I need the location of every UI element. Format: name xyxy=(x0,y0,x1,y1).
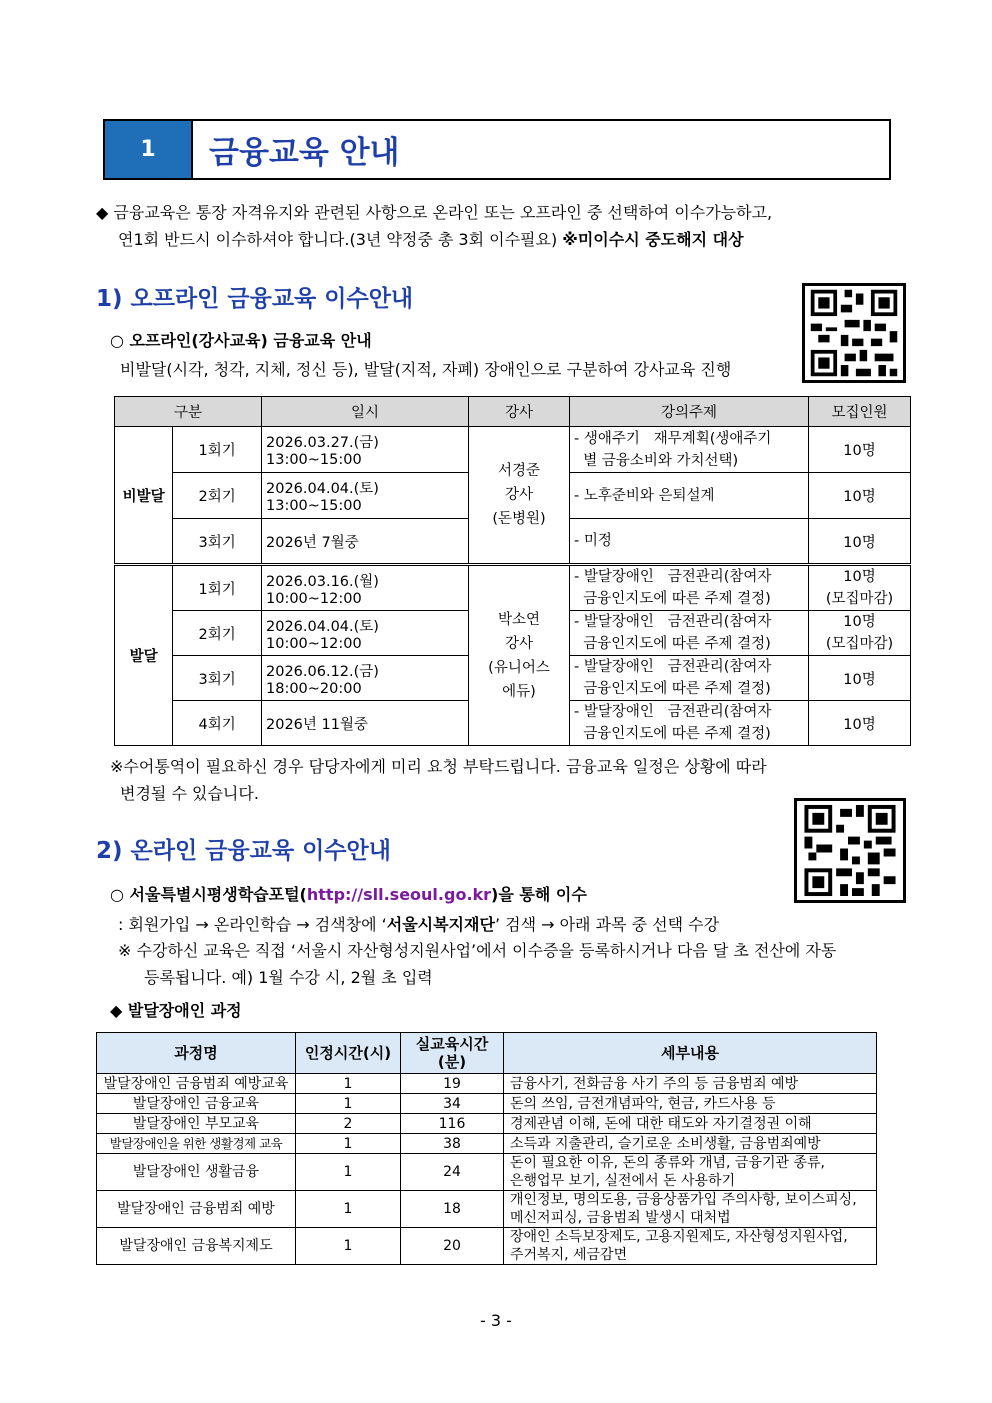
session: 2회기 xyxy=(173,611,262,656)
table-row xyxy=(97,1154,877,1191)
course-minutes: 24 xyxy=(401,1154,504,1191)
topic: - 발달장애인 금전관리(참여자 금융인지도에 따른 주제 결정) xyxy=(570,701,809,746)
online-subtitle-text: ○ 서울특별시평생학습포털( xyxy=(110,885,307,904)
table-row xyxy=(97,1228,877,1265)
session: 2회기 xyxy=(173,473,262,519)
course-hours: 1 xyxy=(296,1094,401,1114)
course-minutes: 18 xyxy=(401,1191,504,1228)
course-hours: 1 xyxy=(296,1154,401,1191)
course-title: ◆ 발달장애인 과정 xyxy=(110,1001,242,1020)
portal-link[interactable]: http://sll.seoul.go.kr xyxy=(306,885,492,904)
qr-icon xyxy=(805,286,903,380)
course-hours: 1 xyxy=(296,1191,401,1228)
course-name: 발달장애인 금융교육 xyxy=(97,1094,296,1114)
course-hours: 2 xyxy=(296,1114,401,1134)
col-category: 구분 xyxy=(115,397,262,427)
intro xyxy=(96,199,896,253)
offline-note-line-2: 변경될 수 있습니다. xyxy=(120,784,259,803)
session: 3회기 xyxy=(173,656,262,701)
capacity: 10명 xyxy=(809,427,911,473)
datetime: 2026.04.04.(토) 13:00~15:00 xyxy=(262,473,469,519)
search-keyword: 서울시복지재단 xyxy=(386,915,495,934)
course-detail: 돈이 필요한 이유, 돈의 종류와 개념, 금융기관 종류, 은행업무 보기, 실전에서 돈 사용하기 xyxy=(504,1154,877,1191)
course-minutes: 38 xyxy=(401,1134,504,1154)
col-hours: 인정시간(시) xyxy=(296,1033,401,1074)
online-course-table xyxy=(96,1032,877,1265)
course-hours: 1 xyxy=(296,1074,401,1094)
page-title: 금융교육 안내 xyxy=(209,135,400,171)
offline-note xyxy=(110,753,767,807)
table-row xyxy=(97,1114,877,1134)
session: 4회기 xyxy=(173,701,262,746)
qr-code-online[interactable] xyxy=(794,798,906,903)
topic: - 미정 xyxy=(570,519,809,565)
steps-text: : 회원가입 → 온라인학습 → 검색창에 ‘ xyxy=(118,915,387,934)
course-hours: 1 xyxy=(296,1134,401,1154)
course-name: 발달장애인 부모교육 xyxy=(97,1114,296,1134)
capacity: 10명 (모집마감) xyxy=(809,565,911,611)
table-row xyxy=(115,427,911,473)
datetime: 2026.03.27.(금) 13:00~15:00 xyxy=(262,427,469,473)
course-name: 발달장애인을 위한 생활경제 교육 xyxy=(97,1134,296,1154)
online-section-title: 2) 온라인 금융교육 이수안내 xyxy=(96,838,391,864)
session: 1회기 xyxy=(173,565,262,611)
course-name: 발달장애인 생활금융 xyxy=(97,1154,296,1191)
qr-icon xyxy=(797,801,903,900)
online-note xyxy=(118,937,836,991)
topic: - 노후준비와 은퇴설계 xyxy=(570,473,809,519)
instructor: 서경준 강사 (돈병원) xyxy=(469,427,570,565)
datetime: 2026.03.16.(월) 10:00~12:00 xyxy=(262,565,469,611)
online-steps xyxy=(118,912,719,935)
course-detail: 소득과 지출관리, 슬기로운 소비생활, 금융범죄예방 xyxy=(504,1134,877,1154)
offline-section-title: 1) 오프라인 금융교육 이수안내 xyxy=(96,286,414,312)
course-minutes: 20 xyxy=(401,1228,504,1265)
capacity: 10명 xyxy=(809,473,911,519)
course-detail: 금융사기, 전화금융 사기 주의 등 금융범죄 예방 xyxy=(504,1074,877,1094)
course-name: 발달장애인 금융복지제도 xyxy=(97,1228,296,1265)
course-detail: 경제관념 이해, 돈에 대한 태도와 자기결정권 이해 xyxy=(504,1114,877,1134)
group-name: 비발달 xyxy=(115,427,173,565)
table-row xyxy=(97,1134,877,1154)
offline-schedule-table xyxy=(114,396,911,746)
datetime: 2026.04.04.(토) 10:00~12:00 xyxy=(262,611,469,656)
intro-line-1: 금융교육은 통장 자격유지와 관련된 사항으로 온라인 또는 오프라인 중 선택하여 이수가능하고, xyxy=(113,203,773,222)
datetime: 2026년 7월중 xyxy=(262,519,469,565)
bullet-icon: ◆ xyxy=(96,203,109,222)
datetime: 2026년 11월중 xyxy=(262,701,469,746)
session: 3회기 xyxy=(173,519,262,565)
intro-line-2: 연1회 반드시 이수하셔야 합니다.(3년 약정중 총 3회 이수필요) xyxy=(118,230,563,249)
course-detail: 돈의 쓰임, 금전개념파악, 현금, 카드사용 등 xyxy=(504,1094,877,1114)
capacity: 10명 xyxy=(809,656,911,701)
course-name: 발달장애인 금융범죄 예방 xyxy=(97,1191,296,1228)
capacity: 10명 xyxy=(809,519,911,565)
capacity: 10명 (모집마감) xyxy=(809,611,911,656)
section-header xyxy=(103,119,891,180)
datetime: 2026.06.12.(금) 18:00~20:00 xyxy=(262,656,469,701)
online-note-line-1: ※ 수강하신 교육은 직접 ‘서울시 자산형성지원사업’에서 이수증을 등록하시거나 다음 달 초 전산에 자동 xyxy=(118,941,837,960)
offline-subtitle: ○ 오프라인(강사교육) 금융교육 안내 xyxy=(110,331,372,350)
table-row xyxy=(97,1094,877,1114)
col-datetime: 일시 xyxy=(262,397,469,427)
topic: - 발달장애인 금전관리(참여자 금융인지도에 따른 주제 결정) xyxy=(570,565,809,611)
course-minutes: 116 xyxy=(401,1114,504,1134)
topic: - 발달장애인 금전관리(참여자 금융인지도에 따른 주제 결정) xyxy=(570,656,809,701)
topic: - 발달장애인 금전관리(참여자 금융인지도에 따른 주제 결정) xyxy=(570,611,809,656)
capacity: 10명 xyxy=(809,701,911,746)
course-name: 발달장애인 금융범죄 예방교육 xyxy=(97,1074,296,1094)
section-number: 1 xyxy=(105,121,193,178)
steps-text-2: ’ 검색 → 아래 과목 중 선택 수강 xyxy=(494,915,720,934)
course-hours: 1 xyxy=(296,1228,401,1265)
intro-warning: ※미이수시 중도해지 대상 xyxy=(562,230,744,249)
offline-note-line-1: ※수어통역이 필요하신 경우 담당자에게 미리 요청 부탁드립니다. 금융교육 일정은 상황에 따라 xyxy=(110,757,767,776)
offline-description: 비발달(시각, 청각, 지체, 정신 등), 발달(지적, 자폐) 장애인으로 구분하여 강사교육 진행 xyxy=(120,360,732,379)
online-note-line-2: 등록됩니다. 예) 1월 수강 시, 2월 초 입력 xyxy=(144,968,433,987)
online-subtitle-text-2: )을 통해 이수 xyxy=(491,885,587,904)
col-topic: 강의주제 xyxy=(570,397,809,427)
topic: - 생애주기 재무계획(생애주기 별 금융소비와 가치선택) xyxy=(570,427,809,473)
table-row xyxy=(97,1074,877,1094)
col-minutes: 실교육시간(분) xyxy=(401,1033,504,1074)
online-subtitle xyxy=(110,882,587,905)
course-minutes: 34 xyxy=(401,1094,504,1114)
qr-code-offline[interactable] xyxy=(802,283,906,383)
col-capacity: 모집인원 xyxy=(809,397,911,427)
group-name: 발달 xyxy=(115,565,173,746)
course-body xyxy=(97,1074,877,1265)
col-detail: 세부내용 xyxy=(504,1033,877,1074)
page-number: - 3 - xyxy=(480,1311,512,1330)
session: 1회기 xyxy=(173,427,262,473)
col-instructor: 강사 xyxy=(469,397,570,427)
instructor: 박소연 강사 (유니어스 에듀) xyxy=(469,565,570,746)
table-row xyxy=(115,565,911,611)
course-minutes: 19 xyxy=(401,1074,504,1094)
course-detail: 개인정보, 명의도용, 금융상품가입 주의사항, 보이스피싱, 메신저피싱, 금융범죄 발생시 대처법 xyxy=(504,1191,877,1228)
course-detail: 장애인 소득보장제도, 고용지원제도, 자산형성지원사업, 주거복지, 세금감면 xyxy=(504,1228,877,1265)
table-row xyxy=(97,1191,877,1228)
col-course-name: 과정명 xyxy=(97,1033,296,1074)
